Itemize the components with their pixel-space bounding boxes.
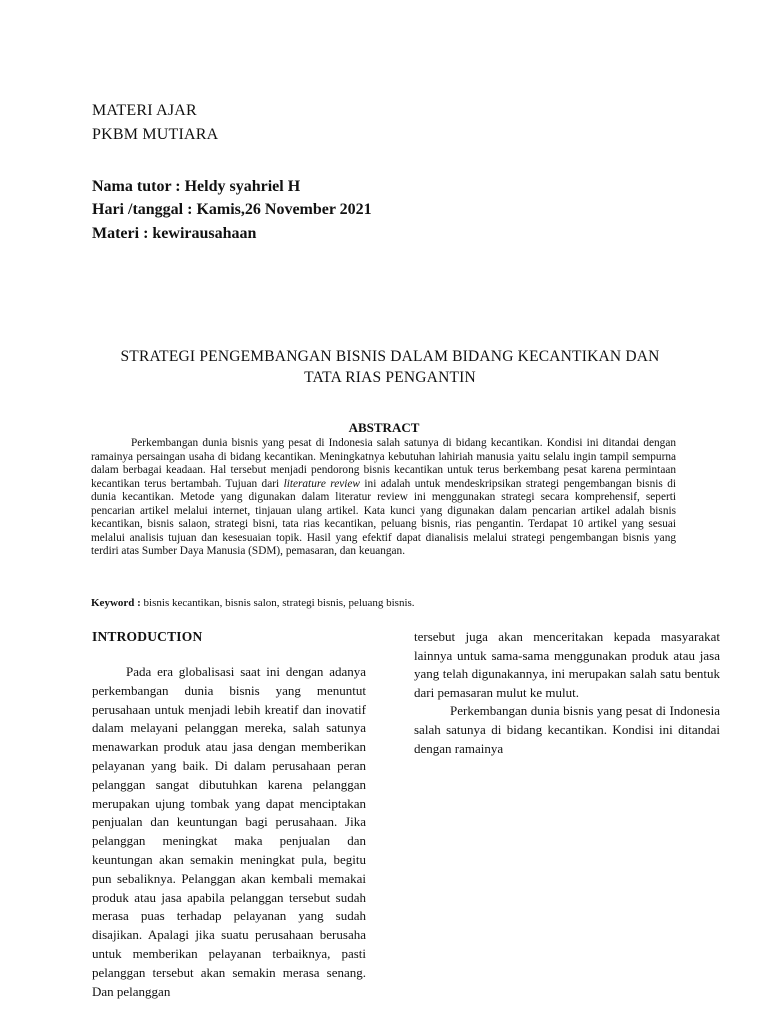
abstract-body [91, 437, 676, 559]
date-line: Hari /tanggal : Kamis,26 November 2021 [92, 201, 372, 218]
abstract-heading: ABSTRACT [348, 420, 420, 435]
introduction-heading: INTRODUCTION [92, 629, 203, 644]
abstract-text-part-2: ini adalah untuk mendeskripsikan strategi pengembangan bisnis di dunia kecantikan. Metode yang digunakan dalam literatur review ini menggunakan strategi secara komprehensif, seperti pencarian artikel melalui internet, tinjauan ulang artikel. Kata kunci yang digunakan dalam pencarian artikel adalah bisnis kecantikan, bisnis salaon, strategi bisni, tata rias kecantikan, peluang bisnis, rias pengantin. Terdapat 10 artikel yang sesuai melalui analisis tujuan dan kesesuaian topik. Hasil yang efektif dapat dianalisis melalui strategi pengembangan bisnis yang terdiri atas Sumber Daya Manusia (SDM), pemasaran, dan keuangan. [91, 477, 676, 557]
header-line-pkbm: PKBM MUTIARA [92, 126, 219, 143]
keywords-label: Keyword : [91, 597, 141, 609]
document-title [80, 346, 700, 388]
keywords-line [91, 597, 415, 609]
right-paragraph-2: Perkembangan dunia bisnis yang pesat di Indonesia salah satunya di bidang kecantikan. Kondisi ini ditandai dengan ramainya [414, 703, 720, 756]
subject-line: Materi : kewirausahaan [92, 225, 257, 242]
title-line-2: TATA RIAS PENGANTIN [304, 369, 476, 386]
tutor-name: Nama tutor : Heldy syahriel H [92, 178, 301, 195]
introduction-right-column [414, 628, 720, 758]
abstract-text-part-1: Perkembangan dunia bisnis yang pesat di Indonesia salah satunya di bidang kecantikan. Kondisi ini ditandai dengan ramainya persaingan usaha di bidang kecantikan. Meningkatnya kebutuhan lahiriah manusia yaitu selalu ingin tampil sempurna dalam berbagai keadaan. Hal tersebut menjadi pendorong bisnis kecantikan untuk terus berkembang pesat karena permintaan kecantikan terus bertambah. Tujuan dari [91, 437, 676, 490]
right-paragraph-1: tersebut juga akan menceritakan kepada masyarakat lainnya untuk sama-sama menggunakan produk atau jasa yang telah digunakannya, ini merupakan salah satu bentuk dari pemasaran mulut ke mulut. [414, 629, 720, 700]
header-line-materi-ajar: MATERI AJAR [92, 102, 197, 119]
introduction-left-column: Pada era globalisasi saat ini dengan adanya perkembangan dunia bisnis yang menuntut perusahaan untuk menjadi lebih kreatif dan inovatif dalam melayani pelanggan mereka, salah satunya menawarkan produk atau jasa dengan memberikan pelayanan yang baik. Di dalam perusahaan peran pelanggan sangat dibutuhkan karena pelanggan merupakan ujung tombak yang dapat menciptakan penjualan dan keuntungan bagi perusahaan. Jika pelanggan meningkat maka penjualan dan keuntungan akan semakin meningkat pula, begitu pun sebaliknya. Pelanggan akan kembali memakai produk atau jasa apabila pelanggan tersebut sudah merasa puas terhadap pelayanan yang sudah disajikan. Apalagi jika suatu perusahaan berusaha untuk memberikan pelayanan terbaiknya, pasti pelanggan tersebut akan semakin merasa senang. Dan pelanggan [92, 664, 366, 999]
keywords-text: bisnis kecantikan, bisnis salon, strategi bisnis, peluang bisnis. [140, 597, 415, 609]
title-line-1: STRATEGI PENGEMBANGAN BISNIS DALAM BIDANG KECANTIKAN DAN [120, 348, 660, 365]
abstract-italic-term: literature review [283, 477, 360, 490]
